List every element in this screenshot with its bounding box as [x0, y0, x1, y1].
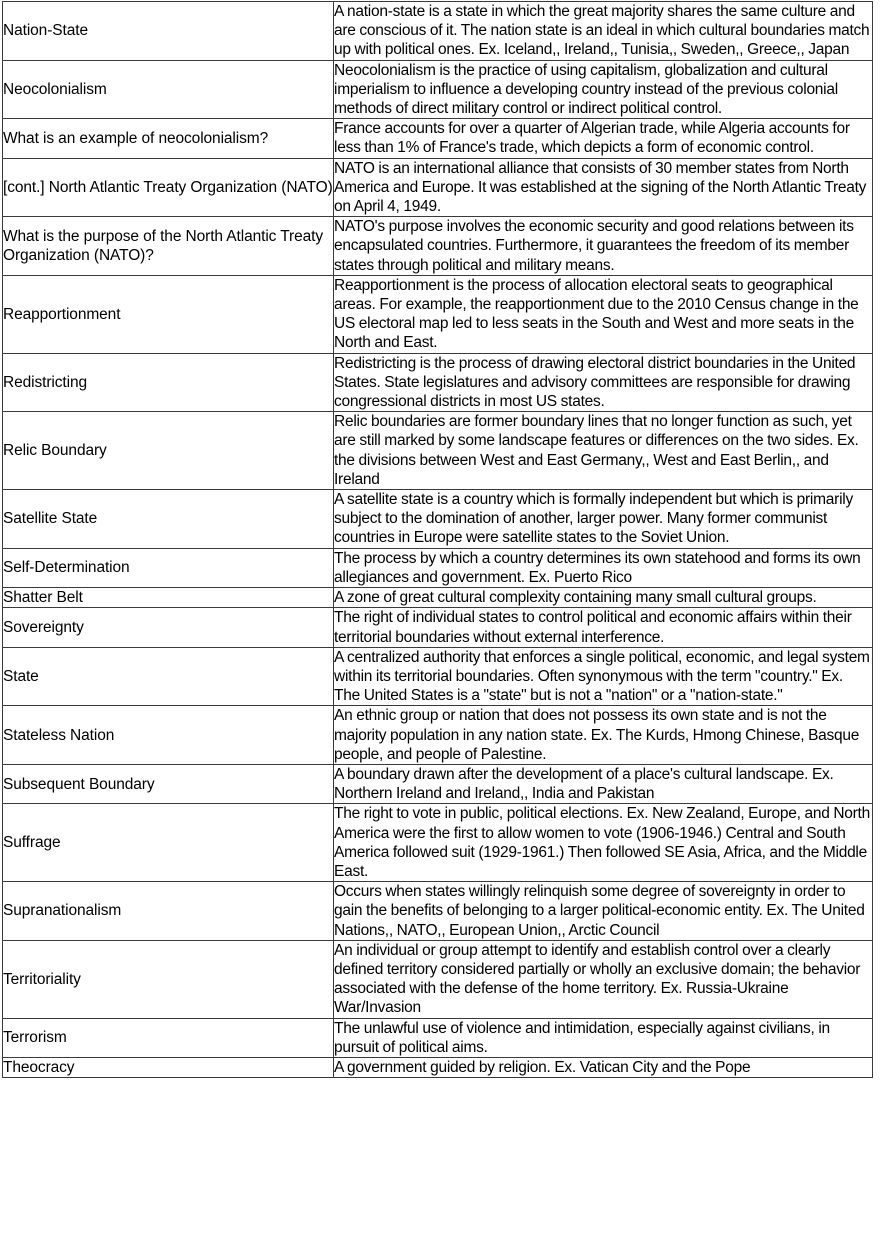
term-cell: [3, 882, 334, 941]
definition-text: The right to vote in public, political elections. Ex. New Zealand, Europe, and North America were the first to allow women to vote (1906-1946.) Central and South America followed suit (1929-1961.) Then followed SE Asia, Africa, and the Middle East.: [334, 805, 870, 880]
definition-text: Reapportionment is the process of allocation electoral seats to geographical areas. For example, the reapportionment due to the 2010 Census change in the US electoral map led to less seats in the South and West and more seats in the North and East.: [334, 276, 859, 352]
table-row: [3, 608, 873, 647]
term-text: Stateless Nation: [3, 726, 115, 744]
table-row: [3, 588, 873, 608]
definition-cell: [334, 1057, 873, 1077]
definition-cell: [334, 804, 873, 882]
table-row: [3, 882, 873, 941]
definition-text: A boundary drawn after the development of a place's cultural landscape. Ex. Northern Ireland and Ireland,, India and Pakistan: [334, 765, 834, 803]
definition-text: Occurs when states willingly relinquish some degree of sovereignty in order to gain the benefits of belonging to a larger political-economic entity. Ex. The United Nations,, NATO,, European Union,, Arctic Council: [334, 883, 865, 939]
definition-cell: [334, 882, 873, 941]
table-row: [3, 353, 873, 412]
table-row: [3, 158, 873, 217]
definition-cell: [334, 353, 873, 412]
term-cell: [3, 804, 334, 882]
term-text: Suffrage: [3, 834, 61, 852]
term-cell: [3, 60, 334, 119]
term-text: Sovereignty: [3, 619, 84, 636]
term-text: Shatter Belt: [3, 589, 83, 607]
term-text: Terrorism: [3, 1029, 67, 1047]
term-cell: [3, 217, 334, 276]
definition-cell: [334, 548, 873, 587]
term-text: Nation-State: [3, 22, 88, 40]
term-cell: [3, 412, 334, 490]
definition-text: A zone of great cultural complexity containing many small cultural groups.: [334, 589, 817, 607]
definition-text: An ethnic group or nation that does not possess its own state and is not the majority population in any nation state. Ex. The Kurds, Hmong Chinese, Basque people, and people of Palestine.: [334, 707, 860, 763]
definition-cell: [334, 490, 873, 549]
term-cell: [3, 119, 334, 158]
term-text: Satellite State: [3, 510, 98, 528]
definition-cell: [334, 647, 873, 706]
term-text: Reapportionment: [3, 305, 121, 323]
table-row: [3, 804, 873, 882]
definition-text: A centralized authority that enforces a single political, economic, and legal system within its territorial boundaries. Often synonymous with the term "country." Ex. The United States is a "state" but is not a "nation" or a "nation-state.": [334, 648, 870, 705]
term-text: Self-Determination: [3, 559, 130, 577]
term-cell: [3, 275, 334, 353]
table-row: [3, 60, 873, 119]
table-row: [3, 1018, 873, 1057]
term-text: Supranationalism: [3, 902, 122, 920]
table-row: [3, 764, 873, 803]
definition-cell: [334, 940, 873, 1018]
term-text: Redistricting: [3, 373, 87, 391]
term-cell: [3, 548, 334, 587]
definition-text: NATO's purpose involves the economic security and good relations between its encapsulated countries. Furthermore, it guarantees the freedom of its member states through political and military means.: [334, 218, 854, 274]
definition-text: Neocolonialism is the practice of using capitalism, globalization and cultural imperialism to influence a developing country instead of the previous colonial methods of direct military control or indirect political control.: [334, 61, 838, 118]
table-row: [3, 940, 873, 1018]
definition-text: The process by which a country determines its own statehood and forms its own allegiances and government. Ex. Puerto Rico: [334, 549, 861, 586]
table-row: [3, 490, 873, 549]
definition-text: A nation-state is a state in which the great majority shares the same culture and are conscious of it. The nation state is an ideal in which cultural boundaries match up with political ones. Ex. Iceland,, Ireland,, Tunisia,, Sweden,, Greece,, Japan: [334, 3, 870, 59]
definition-cell: [334, 588, 873, 608]
term-cell: [3, 490, 334, 549]
definition-cell: [334, 608, 873, 647]
term-cell: [3, 608, 334, 647]
table-row: [3, 217, 873, 276]
definition-cell: [334, 217, 873, 276]
definition-cell: [334, 1018, 873, 1057]
definition-cell: [334, 275, 873, 353]
term-text: What is an example of neocolonialism?: [3, 129, 269, 147]
table-row: [3, 647, 873, 706]
table-row: [3, 1057, 873, 1077]
definition-text: A satellite state is a country which is formally independent but which is primarily subject to the domination of another, larger power. Many former communist countries in Europe were satellite states to the Soviet Union.: [334, 491, 853, 547]
definition-text: NATO is an international alliance that consists of 30 member states from North America and Europe. It was established at the signing of the North Atlantic Treaty on April 4, 1949.: [334, 159, 867, 216]
definition-cell: [334, 412, 873, 490]
term-cell: [3, 158, 334, 217]
term-text: State: [3, 668, 39, 685]
definition-cell: [334, 764, 873, 803]
term-cell: [3, 706, 334, 765]
term-text: [cont.] North Atlantic Treaty Organization (NATO): [3, 178, 333, 196]
table-row: [3, 275, 873, 353]
table-row: [3, 412, 873, 490]
definition-cell: [334, 158, 873, 217]
term-text: What is the purpose of the North Atlantic Treaty Organization (NATO)?: [3, 228, 324, 265]
definition-cell: [334, 119, 873, 158]
table-row: [3, 2, 873, 61]
definition-text: An individual or group attempt to identify and establish control over a clearly defined territory considered partially or wholly an exclusive domain; the behavior associated with the defense of the home territory. Ex. Russia-Ukraine War/Invasion: [334, 941, 861, 1017]
term-text: Theocracy: [3, 1059, 75, 1077]
definition-cell: [334, 706, 873, 765]
term-text: Subsequent Boundary: [3, 775, 155, 793]
table-row: [3, 548, 873, 587]
table-row: [3, 706, 873, 765]
term-cell: [3, 1057, 334, 1077]
term-text: Neocolonialism: [3, 80, 107, 98]
definition-text: Relic boundaries are former boundary lines that no longer function as such, yet are still marked by some landscape features or differences on the two sides. Ex. the divisions between West and East Germany,, West and East Berlin,, and Ireland: [334, 413, 859, 488]
definition-text: The unlawful use of violence and intimidation, especially against civilians, in pursuit of political aims.: [334, 1019, 830, 1056]
term-cell: [3, 764, 334, 803]
definition-text: The right of individual states to control political and economic affairs within their territorial boundaries without external interference.: [334, 609, 852, 646]
table-row: [3, 119, 873, 158]
definition-cell: [334, 60, 873, 119]
definition-text: A government guided by religion. Ex. Vatican City and the Pope: [334, 1058, 751, 1076]
term-cell: [3, 353, 334, 412]
vocabulary-table: [2, 1, 873, 1078]
definition-text: Redistricting is the process of drawing electoral district boundaries in the United States. State legislatures and advisory committees are responsible for drawing congressional districts in most US states.: [334, 354, 856, 411]
term-text: Territoriality: [3, 970, 81, 988]
term-text: Relic Boundary: [3, 442, 107, 460]
term-cell: [3, 1018, 334, 1057]
term-cell: [3, 2, 334, 61]
definition-text: France accounts for over a quarter of Algerian trade, while Algeria accounts for less than 1% of France's trade, which depicts a form of economic control.: [334, 120, 850, 157]
vocabulary-table-body: [3, 2, 873, 1078]
term-cell: [3, 647, 334, 706]
term-cell: [3, 940, 334, 1018]
term-cell: [3, 588, 334, 608]
definition-cell: [334, 2, 873, 61]
